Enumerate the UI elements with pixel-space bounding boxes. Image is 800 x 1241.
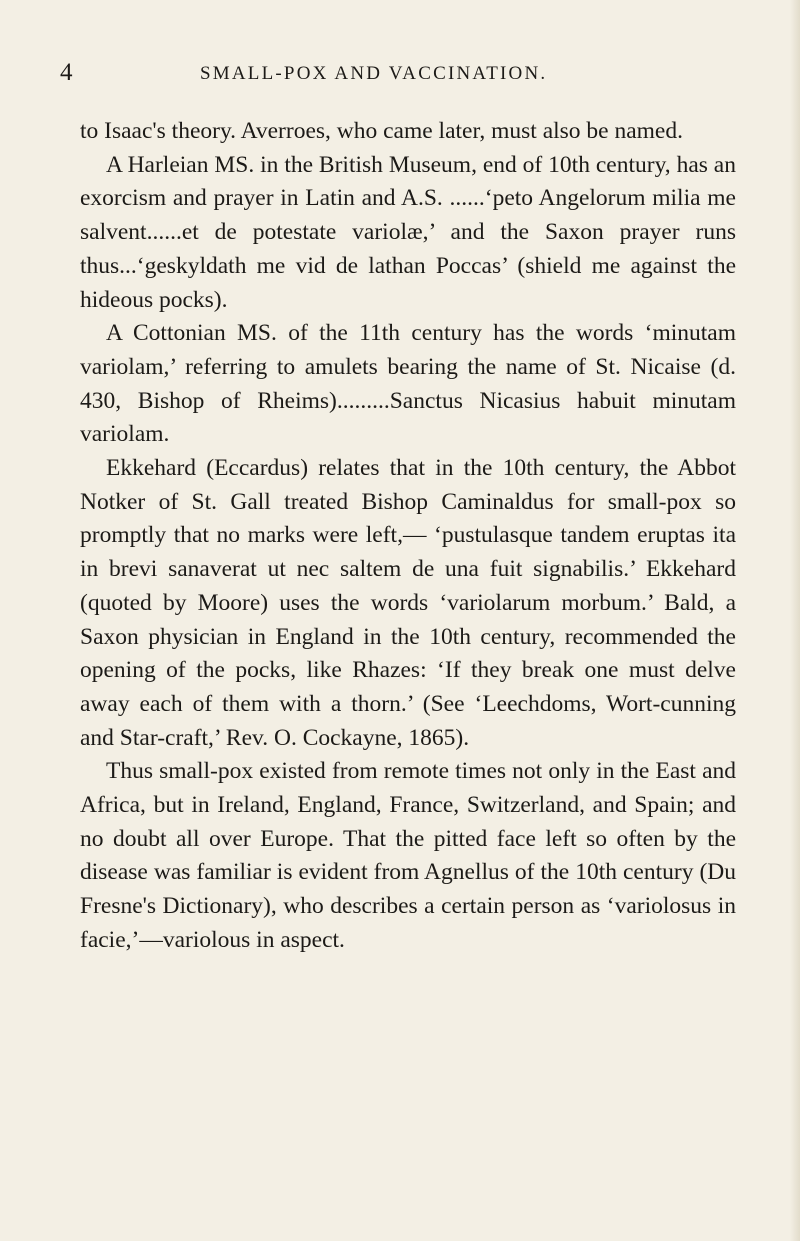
paragraph: Thus small-pox existed from remote times not only in the East and Africa, but in Ireland, England, France, Switzerland, and Spain; and no doubt all over Europe. That the pitted face left so often by the disease was familiar is evident from Agnellus of the 10th century (Du Fresne's Dictionary), who describes a certain person as ‘variolosus in facie,’—variolous in aspect. [80, 758, 736, 953]
running-title: SMALL-POX AND VACCINATION. [200, 63, 548, 84]
paragraph: A Harleian MS. in the British Museum, end of 10th century, has an exorcism and prayer in Latin and A.S. ......‘peto Angelorum milia me salvent......et de potestate variolæ,’ and the Saxon prayer runs thus...‘geskyldath me vid de lathan Poccas’ (shield me against the hideous pocks). [80, 151, 736, 313]
page-number: 4 [60, 59, 73, 86]
page-header [60, 58, 760, 88]
paragraph: A Cottonian MS. of the 11th century has the words ‘minutam variolam,’ referring to amulets bearing the name of St. Nicaise (d. 430, Bishop of Rheims).........Sanctus Nicasius habuit minutam variolam. [80, 320, 736, 448]
paragraph: to Isaac's theory. Averroes, who came later, must also be named. [80, 118, 683, 144]
paragraph: Ekkehard (Eccardus) relates that in the 10th century, the Abbot Notker of St. Gall treated Bishop Caminaldus for small-pox so promptly that no marks were left,— ‘pustulasque tandem eruptas ita in brevi sanaverat ut nec saltem de una fuit signabilis.’ Ekkehard (quoted by Moore) uses the words ‘variolarum morbum.’ Bald, a Saxon physician in England in the 10th century, recommended the opening of the pocks, like Rhazes: ‘If they break one must delve away each of them with a thorn.’ (See ‘Leechdoms, Wort-cunning and Star-craft,’ Rev. O. Cockayne, 1865). [80, 455, 736, 751]
body-text [80, 115, 736, 958]
page-edge [790, 0, 800, 1241]
